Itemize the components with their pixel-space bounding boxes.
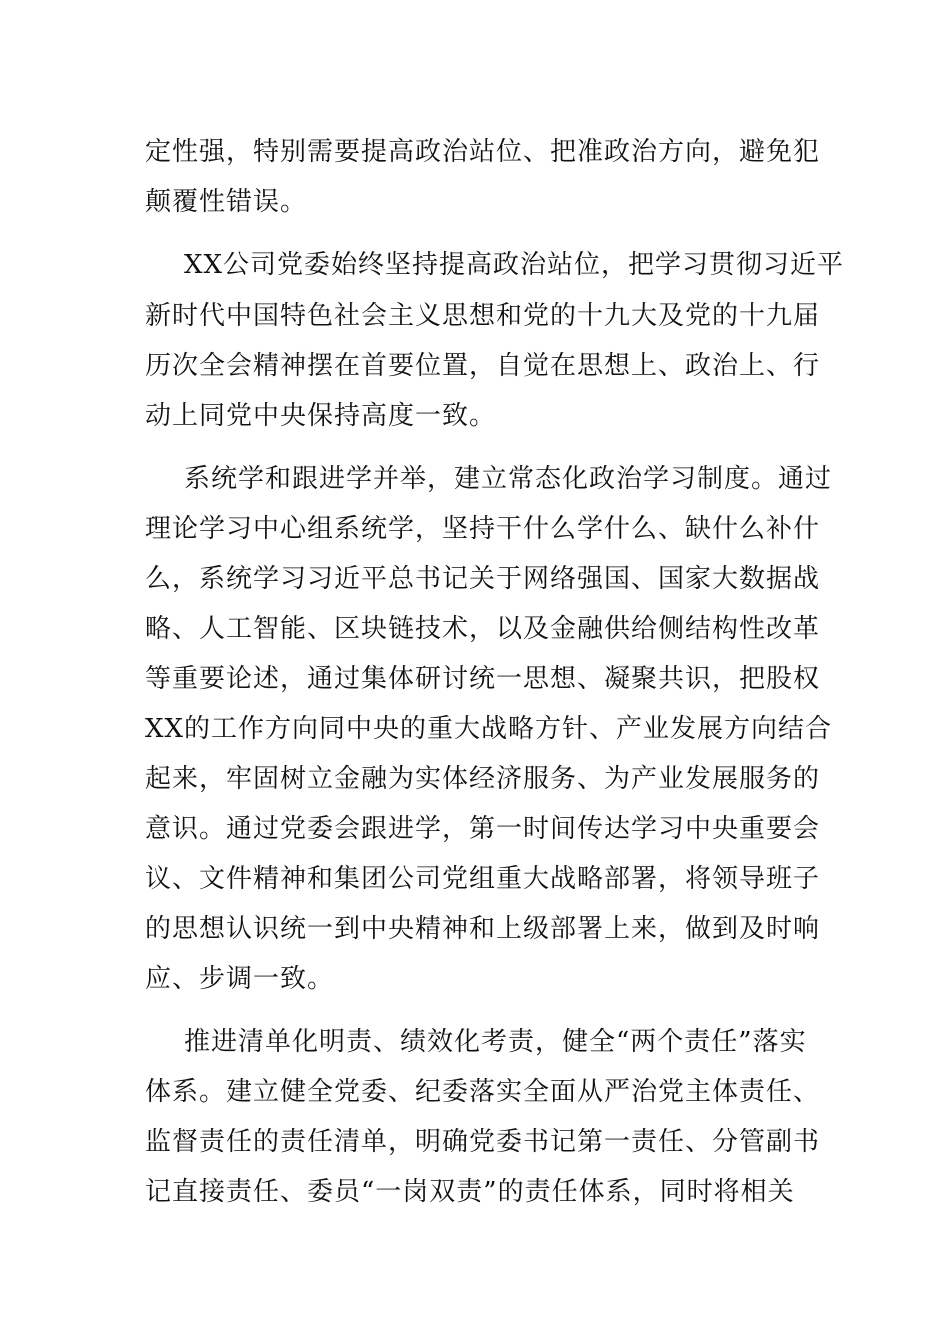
paragraph-2-line-4: 动上同党中央保持高度一致。 xyxy=(145,401,497,431)
paragraph-3-line-5: 等重要论述，通过集体研讨统一思想、凝聚共识，把股权 xyxy=(145,664,821,694)
paragraph-3-line-8: 意识。通过党委会跟进学，第一时间传达学习中央重要会 xyxy=(145,814,821,844)
paragraph-4-line-1: 推进清单化明责、绩效化考责，健全“两个责任”落实 xyxy=(184,1027,807,1057)
paragraph-1-line-2: 颠覆性错误。 xyxy=(145,187,308,217)
paragraph-3-line-3: 么，系统学习习近平总书记关于网络强国、国家大数据战 xyxy=(145,564,821,594)
paragraph-1-line-1: 定性强，特别需要提高政治站位、把准政治方向，避免犯 xyxy=(145,137,821,167)
paragraph-4-line-4: 记直接责任、委员“一岗双责”的责任体系，同时将相关 xyxy=(145,1177,795,1207)
paragraph-3-line-4: 略、人工智能、区块链技术，以及金融供给侧结构性改革 xyxy=(145,614,821,644)
paragraph-3-line-10: 的思想认识统一到中央精神和上级部署上来，做到及时响 xyxy=(145,914,821,944)
paragraph-3-line-7: 起来，牢固树立金融为实体经济服务、为产业发展服务的 xyxy=(145,764,821,794)
paragraph-3-line-2: 理论学习中心组系统学，坚持干什么学什么、缺什么补什 xyxy=(145,514,821,544)
paragraph-3-line-9: 议、文件精神和集团公司党组重大战略部署，将领导班子 xyxy=(145,864,821,894)
paragraph-2-line-1: XX公司党委始终坚持提高政治站位，把学习贯彻习近平 xyxy=(184,250,845,280)
paragraph-4-line-3: 监督责任的责任清单，明确党委书记第一责任、分管副书 xyxy=(145,1127,821,1157)
paragraph-3-line-6: XX的工作方向同中央的重大战略方针、产业发展方向结合 xyxy=(145,714,833,744)
paragraph-2-line-3: 历次全会精神摆在首要位置，自觉在思想上、政治上、行 xyxy=(145,351,821,381)
paragraph-3-line-1: 系统学和跟进学并举，建立常态化政治学习制度。通过 xyxy=(184,464,833,494)
paragraph-3-line-11: 应、步调一致。 xyxy=(145,964,335,994)
paragraph-4-line-2: 体系。建立健全党委、纪委落实全面从严治党主体责任、 xyxy=(145,1077,821,1107)
paragraph-2-line-2: 新时代中国特色社会主义思想和党的十九大及党的十九届 xyxy=(145,301,821,331)
